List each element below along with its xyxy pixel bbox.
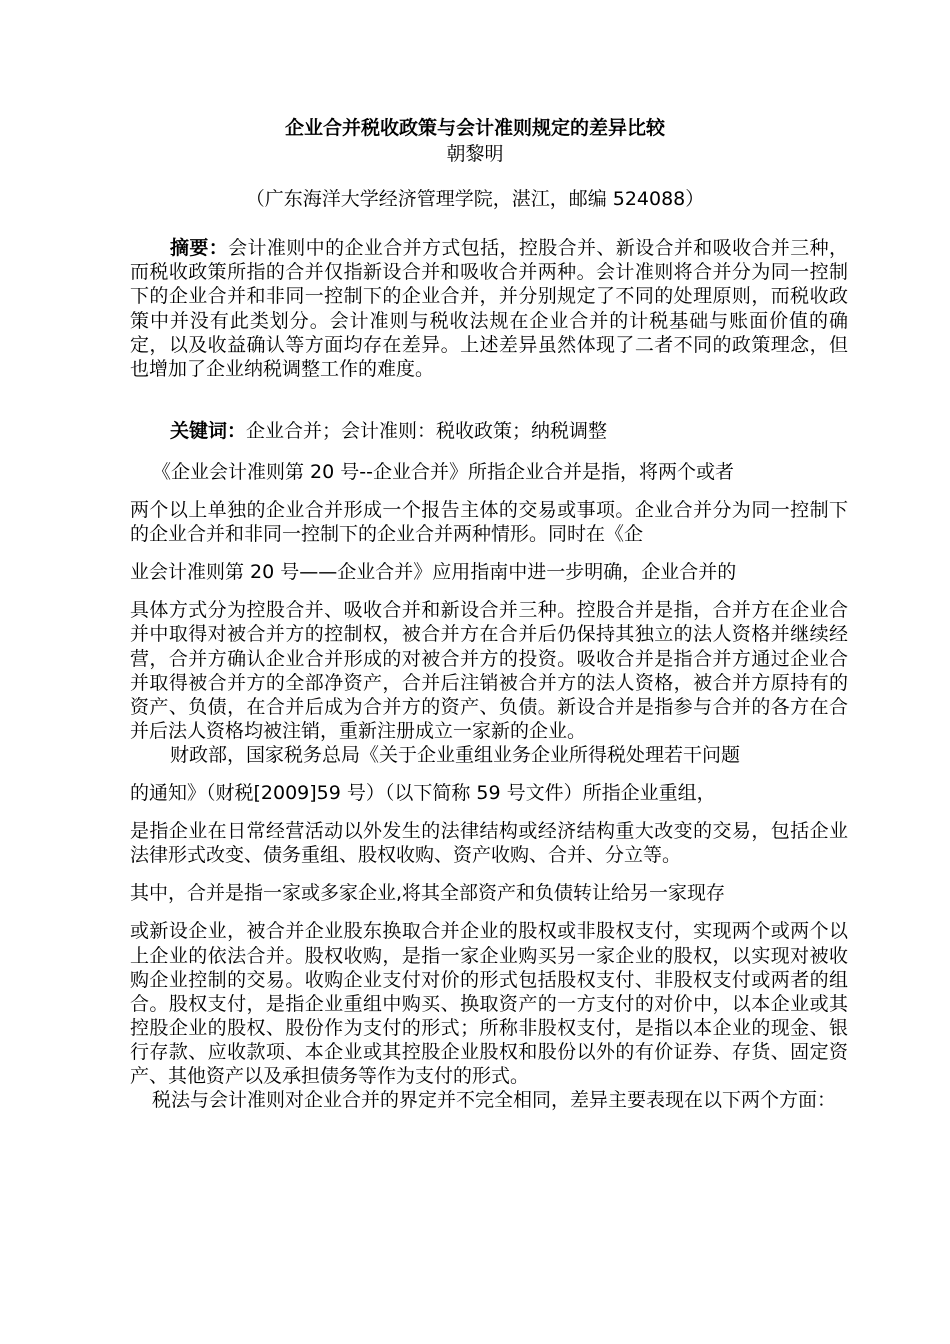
body-paragraph: 两个以上单独的企业合并形成一个报告主体的交易或事项。企业合并分为同一控制下的企业合并和非同一控制下的企业合并两种情形。同时在《企 — [130, 499, 848, 546]
body-paragraph: 财政部，国家税务总局《关于企业重组业务企业所得税处理若干问题 — [170, 743, 741, 766]
author-affiliation: （广东海洋大学经济管理学院，湛江，邮编 524088） — [245, 188, 705, 210]
body-paragraph: 业会计准则第 20 号——企业合并》应用指南中进一步明确，企业合并的 — [130, 561, 737, 584]
keywords-label: 关键词： — [170, 420, 247, 442]
author-name: 朝黎明 — [446, 143, 504, 165]
keywords — [130, 418, 848, 444]
body-paragraph: 税法与会计准则对企业合并的界定并不完全相同，差异主要表现在以下两个方面： — [152, 1089, 837, 1112]
abstract — [130, 236, 848, 381]
body-paragraph: 其中，合并是指一家或多家企业,将其全部资产和负债转让给另一家现存 — [130, 882, 726, 905]
paper-title: 企业合并税收政策与会计准则规定的差异比较 — [284, 117, 665, 139]
body-paragraph: 具体方式分为控股合并、吸收合并和新设合并三种。控股合并是指，合并方在企业合并中取得对被合并方的控制权，被合并方在合并后仍保持其独立的法人资格并继续经营，合并方确认企业合并形成的对被合并方的投资。吸收合并是指合并方通过企业合并取得被合并方的全部净资产，合并后注销被合并方的法人资格，被合并方原持有的资产、负债，在合并后成为合并方的资产、负债。新设合并是指参与合并的各方在合并后法人资格均被注销，重新注册成立一家新的企业。 — [130, 599, 848, 742]
body-paragraph: 是指企业在日常经营活动以外发生的法律结构或经济结构重大改变的交易，包括企业法律形式改变、债务重组、股权收购、资产收购、合并、分立等。 — [130, 820, 848, 867]
body-paragraph: 《企业会计准则第 20 号--企业合并》所指企业合并是指，将两个或者 — [152, 461, 734, 483]
body-text — [130, 460, 848, 1112]
abstract-text: 会计准则中的企业合并方式包括，控股合并、新设合并和吸收合并三种，而税收政策所指的合并仅指新设合并和吸收合并两种。会计准则将合并分为同一控制下的企业合并和非同一控制下的企业合并，并分别规定了不同的处理原则，而税收政策中并没有此类划分。会计准则与税收法规在企业合并的计税基础与账面价值的确定，以及收益确认等方面均存在差异。上述差异虽然体现了二者不同的政策理念，但也增加了企业纳税调整工作的难度。 — [130, 237, 848, 381]
body-paragraph: 或新设企业，被合并企业股东换取合并企业的股权或非股权支付，实现两个或两个以上企业的依法合并。股权收购，是指一家企业购买另一家企业的股权，以实现对被收购企业控制的交易。收购企业支付对价的形式包括股权支付、非股权支付或两者的组合。股权支付，是指企业重组中购买、换取资产的一方支付的对价中，以本企业或其控股企业的股权、股份作为支付的形式；所称非股权支付，是指以本企业的现金、银行存款、应收款项、本企业或其控股企业股权和股份以外的有价证券、存货、固定资产、其他资产以及承担债务等作为支付的形式。 — [130, 920, 848, 1087]
body-paragraph: 的通知》（财税[2009]59 号）（以下简称 59 号文件）所指企业重组， — [130, 782, 716, 805]
keywords-text: 企业合并；会计准则：税收政策；纳税调整 — [246, 420, 608, 442]
abstract-label: 摘要： — [170, 237, 229, 259]
